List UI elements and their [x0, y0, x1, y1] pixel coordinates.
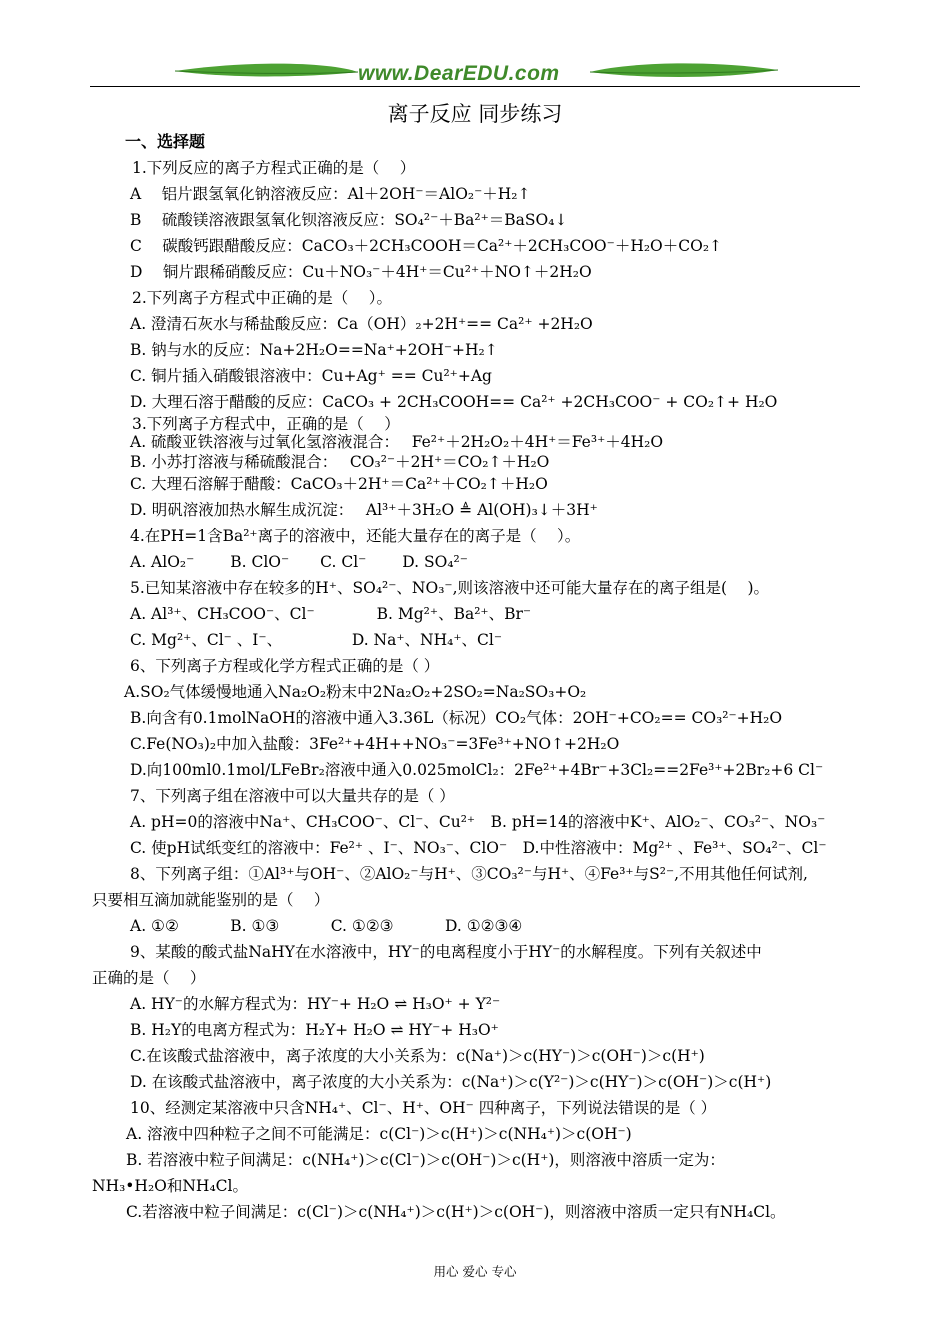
question-10: 10、经测定某溶液中只含NH₄⁺、Cl⁻、H⁺、OH⁻ 四种离子，下列说法错误的是（ ） — [130, 1099, 717, 1117]
option-line: A. AlO₂⁻ B. ClO⁻ C. Cl⁻ D. SO₄²⁻ — [130, 553, 468, 571]
option-line: C.Fe(NO₃)₂中加入盐酸：3Fe²⁺+4H++NO₃⁻=3Fe³⁺+NO↑+2H₂O — [130, 735, 620, 753]
option-line: A. HY⁻的水解方程式为：HY⁻+ H₂O ⇌ H₃O⁺ + Y²⁻ — [130, 995, 501, 1013]
option-line-continued: NH₃•H₂O和NH₄Cl。 — [92, 1177, 248, 1195]
option-line: A.SO₂气体缓慢地通入Na₂O₂粉末中2Na₂O₂+2SO₂=Na₂SO₃+O₂ — [124, 683, 587, 701]
page-footer: 用心 爱心 专心 — [433, 1264, 517, 1279]
option-line: C. Mg²⁺、Cl⁻ 、I⁻、 D. Na⁺、NH₄⁺、Cl⁻ — [130, 631, 503, 649]
option-line: D. 在该酸式盐溶液中，离子浓度的大小关系为：c(Na⁺)＞c(Y²⁻)＞c(HY⁻)＞c(OH⁻)＞c(H⁺) — [130, 1073, 772, 1091]
option-line: C.在该酸式盐溶液中，离子浓度的大小关系为：c(Na⁺)＞c(HY⁻)＞c(OH⁻)＞c(H⁺) — [130, 1047, 705, 1065]
question-8: 8、下列离子组：①Al³⁺与OH⁻、②AlO₂⁻与H⁺、③CO₃²⁻与H⁺、④Fe³⁺与S²⁻,不用其他任何试剂, — [130, 865, 808, 883]
option-line: B. 钠与水的反应：Na+2H₂O==Na⁺+2OH⁻+H₂↑ — [130, 341, 498, 359]
question-2: 2.下列离子方程式中正确的是（ ）。 — [132, 289, 392, 307]
option-line: D. 明矾溶液加热水解生成沉淀： Al³⁺＋3H₂O ≜ Al(OH)₃↓＋3H⁺ — [130, 501, 598, 519]
option-line: B.向含有0.1molNaOH的溶液中通入3.36L（标况）CO₂气体：2OH⁻+CO₂== CO₃²⁻+H₂O — [130, 709, 783, 727]
option-line: A. 硫酸亚铁溶液与过氧化氢溶液混合： Fe²⁺＋2H₂O₂＋4H⁺＝Fe³⁺＋4H₂O — [130, 433, 664, 451]
question-1: 1.下列反应的离子方程式正确的是（ ） — [132, 159, 416, 177]
option-line: B. 小苏打溶液与稀硫酸混合： CO₃²⁻＋2H⁺＝CO₂↑＋H₂O — [130, 453, 550, 471]
option-line: C 碳酸钙跟醋酸反应：CaCO₃＋2CH₃COOH＝Ca²⁺＋2CH₃COO⁻＋H₂O＋CO₂↑ — [130, 237, 723, 255]
question-9: 9、某酸的酸式盐NaHY在水溶液中，HY⁻的电离程度小于HY⁻的水解程度。下列有关叙述中 — [130, 943, 762, 961]
option-line: D. 大理石溶于醋酸的反应：CaCO₃ + 2CH₃COOH== Ca²⁺ +2CH₃COO⁻ + CO₂↑+ H₂O — [130, 393, 778, 411]
question-5: 5.已知某溶液中存在较多的H⁺、SO₄²⁻、NO₃⁻,则该溶液中还可能大量存在的离子组是( )。 — [130, 579, 770, 597]
option-line: A. ①② B. ①③ C. ①②③ D. ①②③④ — [130, 917, 523, 935]
option-line: C.若溶液中粒子间满足：c(Cl⁻)＞c(NH₄⁺)＞c(H⁺)＞c(OH⁻)，则溶液中溶质一定只有NH₄Cl。 — [126, 1203, 786, 1221]
option-line: B. H₂Y的电离方程式为：H₂Y+ H₂O ⇌ HY⁻+ H₃O⁺ — [130, 1021, 499, 1039]
section-heading: 一、选择题 — [125, 132, 206, 151]
option-line: B. 若溶液中粒子间满足：c(NH₄⁺)＞c(Cl⁻)＞c(OH⁻)＞c(H⁺)，则溶液中溶质一定为： — [126, 1151, 725, 1169]
page-title: 离子反应 同步练习 — [387, 102, 563, 126]
option-line: A. pH=0的溶液中Na⁺、CH₃COO⁻、Cl⁻、Cu²⁺ B. pH=14的溶液中K⁺、AlO₂⁻、CO₃²⁻、NO₃⁻ — [130, 813, 826, 831]
question-9-continued: 正确的是（ ） — [92, 969, 206, 987]
option-line: A. 澄清石灰水与稀盐酸反应：Ca（OH）₂+2H⁺== Ca²⁺ +2H₂O — [130, 315, 593, 333]
option-line: D.向100ml0.1mol/LFeBr₂溶液中通入0.025molCl₂：2Fe²⁺+4Br⁻+3Cl₂==2Fe³⁺+2Br₂+6 Cl⁻ — [130, 761, 824, 779]
question-4: 4.在PH=1含Ba²⁺离子的溶液中，还能大量存在的离子是（ ）。 — [130, 527, 581, 545]
option-line: A. 溶液中四种粒子之间不可能满足：c(Cl⁻)＞c(H⁺)＞c(NH₄⁺)＞c(OH⁻) — [126, 1125, 632, 1143]
option-line: A 铝片跟氢氧化钠溶液反应：Al＋2OH⁻＝AlO₂⁻＋H₂↑ — [130, 185, 531, 203]
option-line: C. 铜片插入硝酸银溶液中：Cu+Ag⁺ == Cu²⁺+Ag — [130, 367, 492, 385]
option-line: C. 使pH试纸变红的溶液中：Fe²⁺ 、I⁻、NO₃⁻、ClO⁻ D.中性溶液中：Mg²⁺ 、Fe³⁺、SO₄²⁻、Cl⁻ — [130, 839, 827, 857]
question-6: 6、下列离子方程或化学方程式正确的是（ ） — [130, 657, 440, 675]
question-8-continued: 只要相互滴加就能鉴别的是（ ） — [92, 891, 330, 909]
question-3: 3.下列离子方程式中，正确的是（ ） — [132, 415, 400, 433]
site-logo: www.DearEDU.com — [358, 62, 560, 85]
question-7: 7、下列离子组在溶液中可以大量共存的是（ ） — [130, 787, 455, 805]
option-line: A. Al³⁺、CH₃COO⁻、Cl⁻ B. Mg²⁺、Ba²⁺、Br⁻ — [130, 605, 532, 623]
option-line: D 铜片跟稀硝酸反应：Cu＋NO₃⁻＋4H⁺＝Cu²⁺＋NO↑＋2H₂O — [130, 263, 592, 281]
option-line: B 硫酸镁溶液跟氢氧化钡溶液反应：SO₄²⁻＋Ba²⁺＝BaSO₄↓ — [130, 211, 568, 229]
header-rule — [90, 86, 860, 87]
option-line: C. 大理石溶解于醋酸：CaCO₃＋2H⁺＝Ca²⁺＋CO₂↑＋H₂O — [130, 475, 548, 493]
